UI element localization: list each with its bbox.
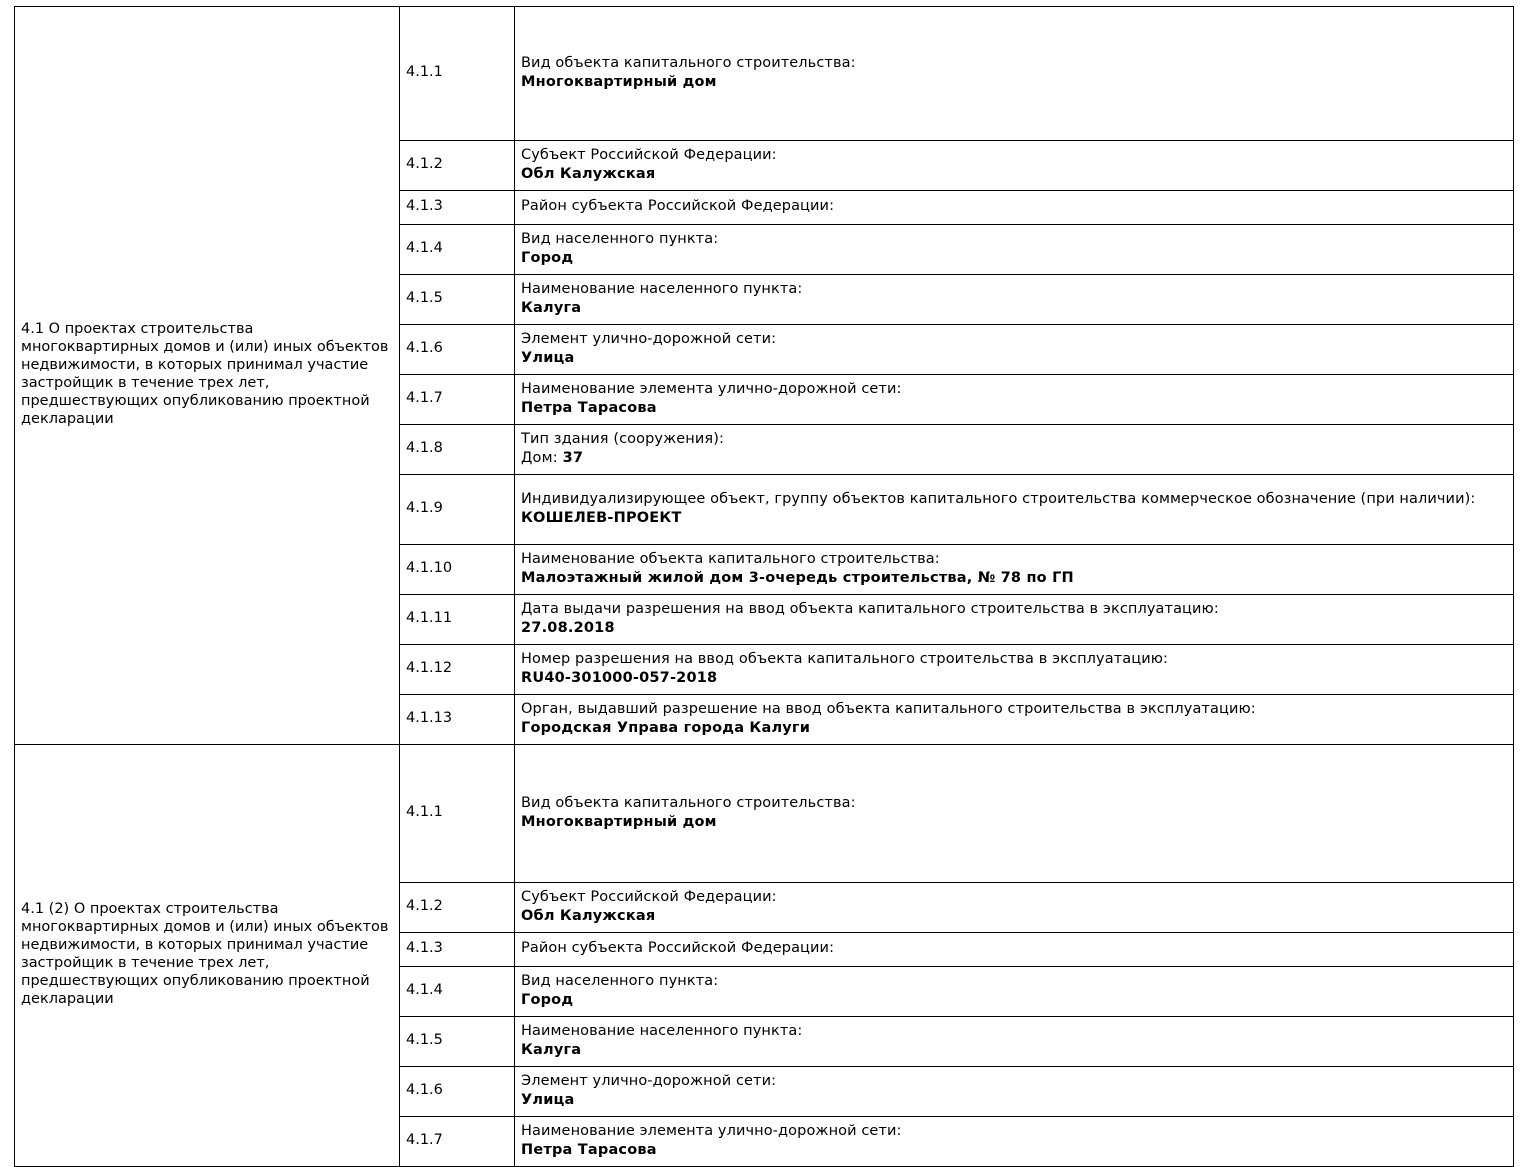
row-number: 4.1.3 [400, 191, 515, 225]
field-label: Район субъекта Российской Федерации: [521, 198, 835, 215]
field-value: Калуга [521, 1041, 582, 1058]
row-content [515, 375, 1514, 425]
row-number: 4.1.1 [400, 745, 515, 883]
section-title-cell [15, 745, 400, 1167]
section-title: 4.1 О проектах строительства многоквартирных домов и (или) иных объектов недвижимости, в которых принимал участие застройщик в течение трех лет, предшествующих опубликованию проектной декларации [21, 321, 389, 427]
field-value: КОШЕЛЕВ-ПРОЕКТ [521, 509, 682, 526]
field-label: Субъект Российской Федерации: [521, 146, 777, 163]
field-value: Улица [521, 349, 575, 366]
field-label: Наименование элемента улично-дорожной сети: [521, 1122, 902, 1139]
field-value: Петра Тарасова [521, 399, 657, 416]
field-value: Улица [521, 1091, 575, 1108]
field-value-prefix: Дом: [521, 449, 563, 466]
field-label: Вид объекта капитального строительства: [521, 794, 856, 811]
field-value: 27.08.2018 [521, 619, 615, 636]
row-content [515, 545, 1514, 595]
field-label: Орган, выдавший разрешение на ввод объекта капитального строительства в эксплуатацию: [521, 700, 1256, 717]
field-label: Наименование объекта капитального строительства: [521, 550, 940, 567]
field-value: Многоквартирный дом [521, 73, 717, 90]
row-number: 4.1.3 [400, 933, 515, 967]
row-number: 4.1.8 [400, 425, 515, 475]
field-value-number: 37 [562, 449, 584, 466]
row-content [515, 475, 1514, 545]
field-label: Субъект Российской Федерации: [521, 888, 777, 905]
table-row [15, 7, 1514, 141]
declaration-table [14, 6, 1514, 1167]
row-content [515, 275, 1514, 325]
field-label: Вид населенного пункта: [521, 230, 719, 247]
section-title: 4.1 (2) О проектах строительства многоквартирных домов и (или) иных объектов недвижимости, в которых принимал участие застройщик в течение трех лет, предшествующих опубликованию проектной декларации [21, 901, 389, 1007]
field-value: Малоэтажный жилой дом 3-очередь строительства, № 78 по ГП [521, 569, 1074, 586]
row-content [515, 7, 1514, 141]
row-content [515, 745, 1514, 883]
field-value [521, 450, 1507, 468]
row-content [515, 325, 1514, 375]
table-body [15, 7, 1514, 1167]
field-value: Городская Управа города Калуги [521, 719, 811, 736]
row-content [515, 1117, 1514, 1167]
row-content [515, 595, 1514, 645]
row-number: 4.1.6 [400, 1067, 515, 1117]
row-content [515, 425, 1514, 475]
row-number: 4.1.12 [400, 645, 515, 695]
row-content [515, 933, 1514, 967]
section-title-cell [15, 7, 400, 745]
row-number: 4.1.2 [400, 141, 515, 191]
row-number: 4.1.7 [400, 1117, 515, 1167]
field-label: Район субъекта Российской Федерации: [521, 940, 835, 957]
row-content [515, 191, 1514, 225]
field-label: Наименование элемента улично-дорожной сети: [521, 380, 902, 397]
row-number: 4.1.1 [400, 7, 515, 141]
field-label: Дата выдачи разрешения на ввод объекта капитального строительства в эксплуатацию: [521, 600, 1219, 617]
row-number: 4.1.13 [400, 695, 515, 745]
field-value: Город [521, 249, 574, 266]
row-number: 4.1.7 [400, 375, 515, 425]
row-number: 4.1.4 [400, 225, 515, 275]
field-label: Тип здания (сооружения): [521, 430, 724, 447]
field-label: Вид объекта капитального строительства: [521, 54, 856, 71]
row-content [515, 1067, 1514, 1117]
field-label: Элемент улично-дорожной сети: [521, 330, 777, 347]
field-value: Калуга [521, 299, 582, 316]
row-number: 4.1.6 [400, 325, 515, 375]
row-content [515, 645, 1514, 695]
row-content [515, 967, 1514, 1017]
row-content [515, 1017, 1514, 1067]
row-number: 4.1.5 [400, 1017, 515, 1067]
field-value: Обл Калужская [521, 907, 656, 924]
table-row [15, 745, 1514, 883]
row-number: 4.1.4 [400, 967, 515, 1017]
field-label: Наименование населенного пункта: [521, 280, 803, 297]
field-label: Элемент улично-дорожной сети: [521, 1072, 777, 1089]
field-label: Индивидуализирующее объект, группу объектов капитального строительства коммерческое обозначение (при наличии): [521, 490, 1476, 507]
field-value: Обл Калужская [521, 165, 656, 182]
row-number: 4.1.5 [400, 275, 515, 325]
field-label: Наименование населенного пункта: [521, 1022, 803, 1039]
row-content [515, 883, 1514, 933]
field-value: RU40-301000-057-2018 [521, 669, 718, 686]
row-number: 4.1.10 [400, 545, 515, 595]
field-value: Многоквартирный дом [521, 813, 717, 830]
row-number: 4.1.9 [400, 475, 515, 545]
row-content [515, 225, 1514, 275]
field-value: Город [521, 991, 574, 1008]
field-value: Петра Тарасова [521, 1141, 657, 1158]
field-label: Номер разрешения на ввод объекта капитального строительства в эксплуатацию: [521, 650, 1169, 667]
row-content [515, 695, 1514, 745]
field-label: Вид населенного пункта: [521, 972, 719, 989]
row-content [515, 141, 1514, 191]
row-number: 4.1.11 [400, 595, 515, 645]
row-number: 4.1.2 [400, 883, 515, 933]
